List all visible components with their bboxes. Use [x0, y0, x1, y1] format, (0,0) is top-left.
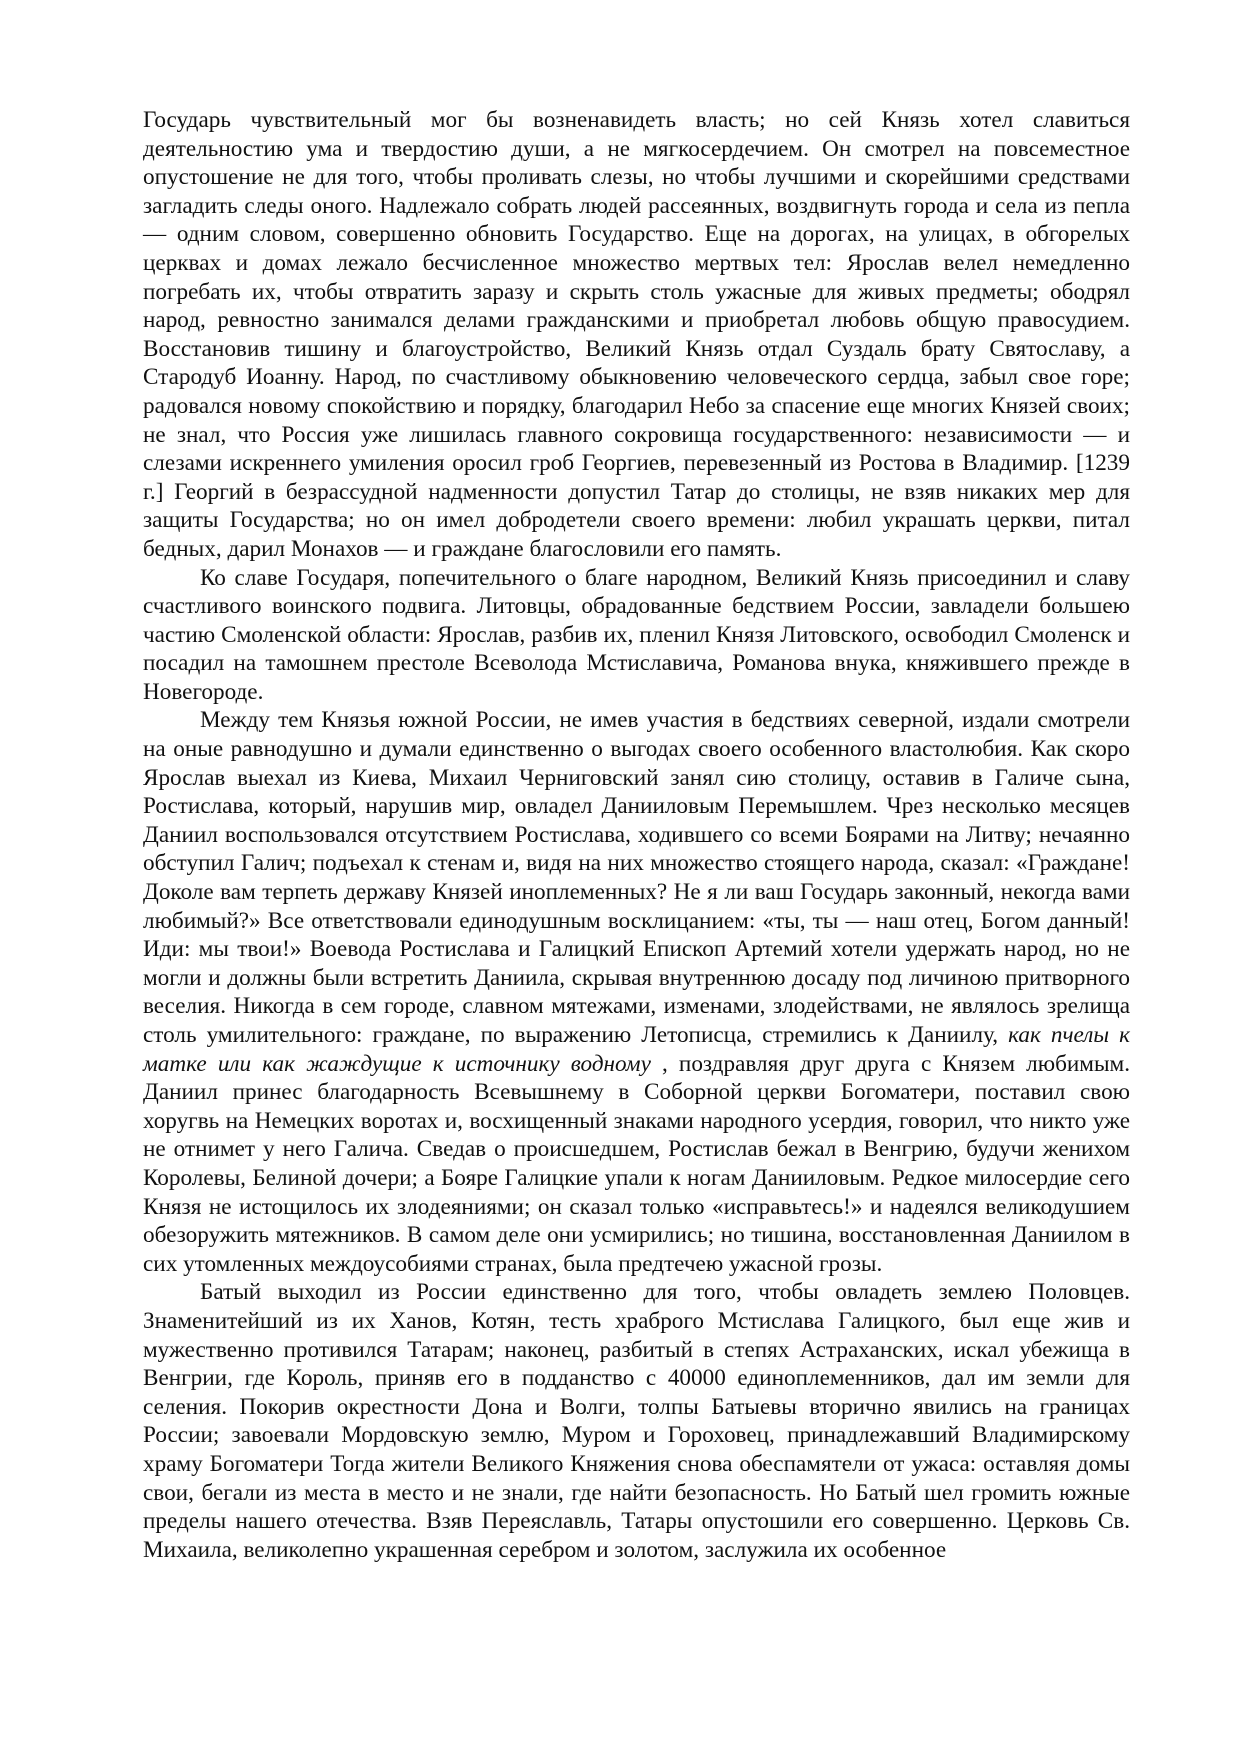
paragraph-4: Батый выходил из России единственно для того, чтобы овладеть землею Половцев. Знаменитейший из их Ханов, Котян, тесть храброго Мстислава Галицкого, был еще жив и мужественно противился Татарам; наконец, разбитый в степях Астраханских, искал убежища в Венгрии, где Король, приняв его в подданство с 40000 единоплеменников, дал им земли для селения. Покорив окрестности Дона и Волги, толпы Батыевы вторично явились на границах России; завоевали Мордовскую землю, Муром и Гороховец, принадлежавший Владимирскому храму Богоматери Тогда жители Великого Княжения снова обеспамятели от ужаса: оставляя домы свои, бегали из места в место и не знали, где найти безопасность. Но Батый шел громить южные пределы нашего отечества. Взяв Переяславль, Татары опустошили его совершенно. Церковь Св. Михаила, великолепно украшенная серебром и золотом, заслужила их особенное: [143, 1279, 1130, 1563]
paragraph-2: Ко славе Государя, попечительного о благе народном, Великий Князь присоединил и славу счастливого воинского подвига. Литовцы, обрадованные бедствием России, завладели большею частию Смоленской области: Ярослав, разбив их, пленил Князя Литовского, освободил Смоленск и посадил на тамошнем престоле Всеволода Мстиславича, Романова внука, княжившего прежде в Новегороде.: [143, 564, 1130, 705]
paragraph-3-text-after: , поздравляя друг друга с Князем любимым. Даниил принес благодарность Всевышнему в Соборной церкви Богоматери, поставил свою хоругвь на Немецких воротах и, восхищенный знаками народного усердия, говорил, что никто уже не отнимет у него Галича. Сведав о происшедшем, Ростислав бежал в Венгрию, будучи женихом Королевы, Белиной дочери; а Бояре Галицкие упали к ногам Данииловым. Редкое милосердие сего Князя не истощилось их злодеяниями; он сказал только «исправьтесь!» и надеялся великодушием обезоружить мятежников. В самом деле они усмирились; но тишина, восстановленная Даниилом в сих утомленных междоусобиями странах, была предтечею ужасной грозы.: [143, 1050, 1131, 1277]
paragraph-3-text-before: Между тем Князья южной России, не имев участия в бедствиях северной, издали смотрели на оные равнодушно и думали единственно о выгодах своего особенного властолюбия. Как скоро Ярослав выехал из Киева, Михаил Черниговский занял сию столицу, оставив в Галиче сына, Ростислава, который, нарушив мир, овладел Данииловым Перемышлем. Чрез несколько месяцев Даниил воспользовался отсутствием Ростислава, ходившего со всеми Боярами на Литву; нечаянно обступил Галич; подъехал к стенам и, видя на них множество стоящего народа, сказал: «Граждане! Доколе вам терпеть державу Князей иноплеменных? Не я ли ваш Государь законный, некогда вами любимый?» Все ответствовали единодушным восклицанием: «ты, ты — наш отец, Богом данный! Иди: мы твои!» Воевода Ростислава и Галицкий Епископ Артемий хотели удержать народ, но не могли и должны были встретить Даниила, скрывая внутреннюю досаду под личиною притворного веселия. Никогда в сем городе, славном мятежами, изменами, злодействами, не являлось зрелища столь умилительного: граждане, по выражению Летописца, стремились к Даниилу,: [143, 707, 1130, 1048]
paragraph-3-italic-quote: как пчелы к матке или как жаждущие к источнику водному: [143, 1022, 1130, 1077]
page-text-block: [143, 106, 1130, 1564]
paragraph-3: [143, 706, 1130, 1278]
paragraph-1: Государь чувствительный мог бы возненавидеть власть; но сей Князь хотел славиться деятельностию ума и твердостию души, а не мягкосердечием. Он смотрел на повсеместное опустошение не для того, чтобы проливать слезы, но чтобы лучшими и скорейшими средствами загладить следы оного. Надлежало собрать людей рассеянных, воздвигнуть города и села из пепла — одним словом, совершенно обновить Государство. Еще на дорогах, на улицах, в обгорелых церквах и домах лежало бесчисленное множество мертвых тел: Ярослав велел немедленно погребать их, чтобы отвратить заразу и скрыть столь ужасные для живых предметы; ободрял народ, ревностно занимался делами гражданскими и приобретал любовь общую правосудием. Восстановив тишину и благоустройство, Великий Князь отдал Суздаль брату Святославу, а Стародуб Иоанну. Народ, по счастливому обыкновению человеческого сердца, забыл свое горе; радовался новому спокойствию и порядку, благодарил Небо за спасение еще многих Князей своих; не знал, что Россия уже лишилась главного сокровища государственного: независимости — и слезами искреннего умиления оросил гроб Георгиев, перевезенный из Ростова в Владимир. [1239 г.] Георгий в безрассудной надменности допустил Татар до столицы, не взяв никаких мер для защиты Государства; но он имел добродетели своего времени: любил украшать церкви, питал бедных, дарил Монахов — и граждане благословили его память.: [143, 107, 1130, 562]
